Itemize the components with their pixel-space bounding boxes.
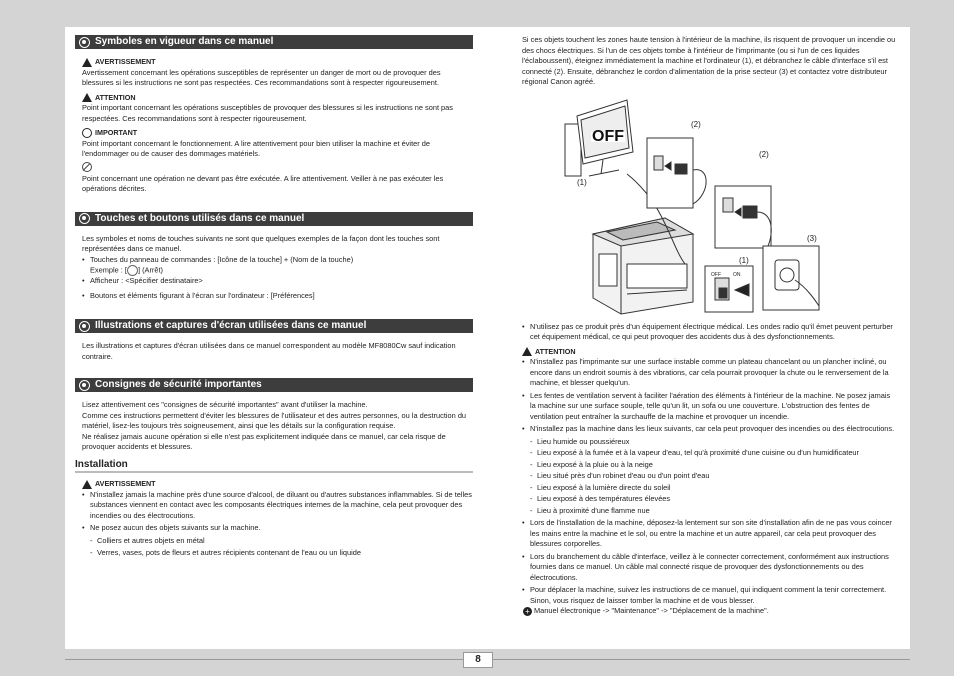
list-item: • N'installez pas l'imprimante sur une surface instable comme un plateau chancelant ou un plancher incliné, ou encore dans un endroit soumis à des vibrations, car cela pourrait provoquer la chute ou le renversement de la machine, et blesser quelqu'un. (515, 357, 897, 389)
printer-port-zoom (715, 186, 771, 254)
list-item: • Touches du panneau de commandes : [Icône de la touche] + (Nom de la touche) Exemple : [ ] (Arrêt) (75, 255, 473, 277)
switch-off-label: OFF (711, 271, 721, 278)
list-item: • Pour déplacer la machine, suivez les instructions de ce manuel, qui indiquent comment la tenir correctement. Sinon, vous risquez de laisser tomber la machine et de vous blesser. (515, 585, 897, 606)
warning-icon (82, 480, 92, 489)
callout-1: (1) (577, 177, 587, 187)
section-bullet-icon (79, 321, 90, 332)
attention-icon (82, 93, 92, 102)
callout-3: (3) (807, 233, 817, 243)
list-item: - Lieu exposé à la lumière directe du soleil (515, 483, 897, 494)
installation-heading: Installation (75, 460, 473, 474)
list-item: • Lors de l'installation de la machine, déposez-la lentement sur son site d'installation afin de ne pas vous coincer les mains entre la machine et le sol, ou entre la machine et un autre appareil, car cela peut provoquer des blessures corporelles. (515, 518, 897, 550)
safety-p3: Ne réalisez jamais aucune opération si elle n'est pas explicitement indiquée dans ce manuel, car cela risque de provoquer accidents et blessures. (82, 431, 446, 451)
section-title: Touches et boutons utilisés dans ce manuel (95, 212, 305, 224)
unplug-illustration (515, 94, 897, 316)
list-item: • Afficheur : <Spécifier destinataire> (75, 276, 473, 287)
important-text: Point important concernant le fonctionnement. A lire attentivement pour bien utiliser la machine et éviter de l'endommager ou de causer des dommages matériels. (82, 138, 430, 158)
attention-label: ATTENTION (82, 93, 473, 104)
warning-text: Avertissement concernant les opérations susceptibles de représenter un danger de mort ou de provoquer des blessures si les instructions ne sont pas respectées. Ces recommandations sont à respecter rigoureusement. (82, 67, 441, 87)
stop-key-icon (127, 265, 138, 276)
attention-label: ATTENTION (522, 347, 897, 358)
manual-reference: Manuel électronique -> "Maintenance" -> "Déplacement de la machine". (534, 606, 769, 615)
prohibited-icon (82, 162, 92, 172)
callout-2: (2) (759, 149, 769, 159)
list-item: • N'installez jamais la machine près d'une source d'alcool, de diluant ou d'autres substances inflammables. Si de telles substances viennent en contact avec les composants électriques internes de la machine, cela peut provoquer des incendies ou des électrocutions. (75, 490, 473, 522)
switch-on-label: ON (733, 271, 741, 278)
keys-intro: Les symboles et noms de touches suivants ne sont que quelques exemples de la façon dont les touches sont représentées dans ce manuel. (82, 233, 440, 253)
important-icon (82, 128, 92, 138)
list-item: • Les fentes de ventilation servent à faciliter l'aération des éléments à l'intérieur de la machine. Ne posez jamais la machine sur une surface souple, telle qu'un lit, un sofa ou une couverture. L'obstruction des fentes de ventilation peut entraîner la surchauffe de la machine et provoquer un incendie. (515, 391, 897, 423)
section-bullet-icon (79, 380, 90, 391)
intro-text: Si ces objets touchent les zones haute tension à l'intérieur de la machine, ils risquent de provoquer un incendie ou des chocs électriques. Si l'un de ces objets tombe à l'intérieur de l'imprimante (ou si l'un de ces liquides l'éclaboussent), éteignez immédiatement la machine et l'ordinateur (1), et débranchez le câble d'interface s'il est connecté (2). Ensuite, débranchez le cordon d'alimentation de la prise secteur (3) et contactez votre distributeur régional Canon agréé. (522, 35, 896, 86)
callout-2: (2) (691, 119, 701, 129)
section-header-illustrations (75, 319, 473, 333)
list-item: - Colliers et autres objets en métal (75, 536, 473, 547)
list-item: • N'utilisez pas ce produit près d'un équipement électrique médical. Les ondes radio qu'il émet peuvent perturber cet équipement médical, ce qui peut provoquer des accidents dus à des dysfonctionnements. (515, 322, 897, 343)
safety-p2: Comme ces instructions permettent d'éviter les blessures de l'utilisateur et des autres personnes, ou la destruction du matériel, lisez-les toujours très soigneusement, ainsi que les détails sur la configuration requise. (82, 410, 467, 430)
illustration-svg (515, 94, 897, 316)
illustrations-text: Les illustrations et captures d'écran utilisées dans ce manuel correspondent au modèle MF8080Cw sauf indication contraire. (82, 341, 456, 361)
attention-icon (522, 347, 532, 356)
right-column (515, 35, 897, 617)
section-bullet-icon (79, 213, 90, 224)
list-item: • Lors du branchement du câble d'interface, veillez à le connecter correctement, conformément aux instructions fournies dans ce manuel. Un câble mal connecté risque de provoquer des dysfonctionnements ou des électrocutions. (515, 552, 897, 584)
list-item: - Lieu à proximité d'une flamme nue (515, 506, 897, 517)
section-title: Symboles en vigueur dans ce manuel (95, 36, 274, 47)
section-header-symbols (75, 35, 473, 49)
warning-label: AVERTISSEMENT (82, 479, 473, 490)
interface-port-zoom (647, 138, 706, 208)
printer-drawing (593, 218, 693, 314)
warning-label: AVERTISSEMENT (82, 57, 473, 68)
prohibited-text: Point concernant une opération ne devant pas être exécutée. A lire attentivement. Veiller à ne pas exécuter les opérations décrites. (82, 173, 444, 193)
callout-1: (1) (739, 255, 749, 265)
list-item: - Lieu situé près d'un robinet d'eau ou d'un point d'eau (515, 471, 897, 482)
list-item: - Lieu humide ou poussiéreux (515, 437, 897, 448)
warning-icon (82, 58, 92, 67)
list-item: • Boutons et éléments figurant à l'écran sur l'ordinateur : [Préférences] (75, 291, 473, 302)
list-item: - Lieu exposé à la pluie ou à la neige (515, 460, 897, 471)
section-title: Illustrations et captures d'écran utilisées dans ce manuel (95, 320, 367, 331)
off-text: OFF (592, 127, 624, 145)
reference-icon: + (523, 607, 532, 616)
section-header-keys (75, 212, 473, 226)
safety-p1: Lisez attentivement ces "consignes de sécurité importantes" avant d'utiliser la machine. (82, 400, 368, 409)
section-header-safety (75, 378, 473, 392)
important-label: IMPORTANT (82, 128, 473, 139)
section-title: Consignes de sécurité importantes (95, 379, 262, 390)
list-item: - Lieu exposé à des températures élevées (515, 494, 897, 505)
section-bullet-icon (79, 37, 90, 48)
page-number: 8 (463, 652, 493, 668)
attention-text: Point important concernant les opérations susceptibles de provoquer des blessures si les instructions ne sont pas respectées. Ces recommandations sont à respecter rigoureusement. (82, 103, 453, 123)
list-item: • Ne posez aucun des objets suivants sur la machine. (75, 523, 473, 534)
list-item: • N'installez pas la machine dans les lieux suivants, car cela peut provoquer des incendies ou des électrocutions. (515, 424, 897, 435)
list-item: - Lieu exposé à la fumée et à la vapeur d'eau, tel qu'à proximité d'une cuisine ou d'un humidificateur (515, 448, 897, 459)
left-column (75, 35, 473, 559)
list-item: - Verres, vases, pots de fleurs et autres récipients contenant de l'eau ou un liquide (75, 548, 473, 559)
wall-outlet-zoom (763, 246, 819, 310)
